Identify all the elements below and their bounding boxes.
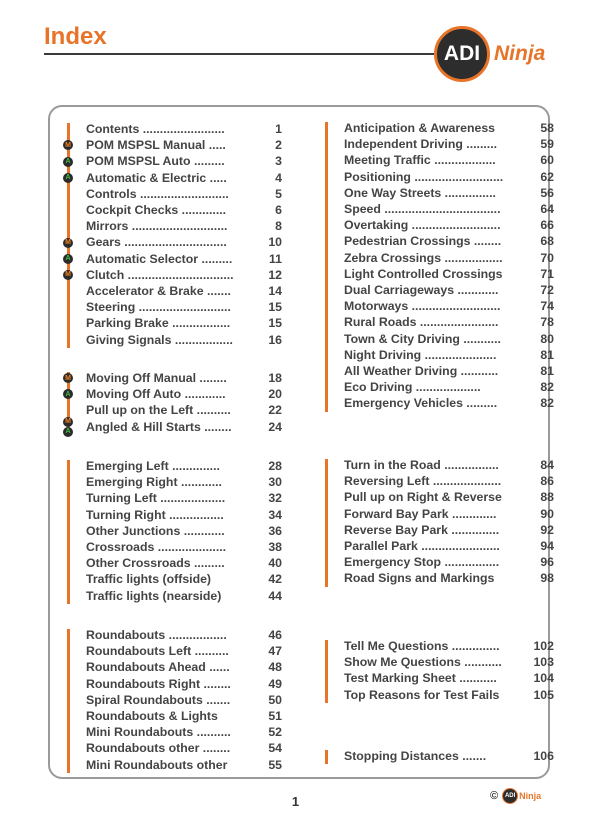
toc-entry-page: 16 [268,332,282,347]
toc-entry-label: Mirrors ............................ [86,219,228,234]
toc-entry[interactable] [344,538,554,554]
toc-entry[interactable] [344,687,554,703]
toc-entry-label: Accelerator & Brake ....... [86,284,231,299]
toc-entry-label: Overtaking .......................... [344,218,501,233]
toc-entry-label: Mini Roundabouts other [86,757,228,772]
toc-entry[interactable] [344,363,554,379]
toc-entry-label: Parallel Park ....................... [344,539,500,554]
toc-entry-page: 72 [540,283,554,298]
toc-entry-page: 30 [268,475,282,490]
toc-entry[interactable] [86,724,282,740]
toc-entry[interactable] [86,202,282,218]
toc-entry[interactable] [344,152,554,168]
toc-entry-page: 20 [268,387,282,402]
toc-entry-page: 46 [268,628,282,643]
toc-entry-page: 4 [275,170,282,185]
toc-entry[interactable] [86,267,282,283]
toc-entry-label: Rural Roads ....................... [344,315,499,330]
toc-entry-label: POM MSPSL Auto ......... [86,154,225,169]
toc-entry[interactable] [86,121,282,137]
toc-entry-label: Moving Off Manual ........ [86,371,227,386]
toc-entry-page: 88 [540,490,554,505]
manual-badge-icon: M [63,140,73,150]
toc-entry[interactable] [344,489,554,505]
copyright-symbol: © [490,790,499,802]
toc-entry[interactable] [344,379,554,395]
automatic-badge-icon: A [63,389,73,399]
toc-entry-label: Anticipation & Awareness [344,121,496,136]
manual-badge-icon: M [63,270,73,280]
mini-logo-circle: ADI [502,788,518,804]
toc-entry[interactable] [86,170,282,186]
toc-entry[interactable] [344,670,554,686]
toc-entry[interactable] [344,654,554,670]
toc-entry[interactable] [86,332,282,348]
toc-entry-label: Emerging Left .............. [86,459,220,474]
toc-entry-page: 54 [268,741,282,756]
toc-entry-page: 58 [540,121,554,136]
toc-entry-label: Spiral Roundabouts ....... [86,692,231,707]
toc-entry-label: Roundabouts Left .......... [86,644,229,659]
automatic-badge-icon: A [63,254,73,264]
toc-entry-page: 47 [268,644,282,659]
toc-entry[interactable] [86,588,282,604]
toc-entry-label: Gears .............................. [86,235,227,250]
toc-entry-label: Independent Driving ......... [344,137,498,152]
toc-entry-label: Traffic lights (offside) [86,572,212,587]
toc-entry[interactable] [86,676,282,692]
toc-entry-label: Pull up on the Left .......... [86,403,231,418]
toc-entry-label: POM MSPSL Manual ..... [86,138,226,153]
toc-entry-label: Meeting Traffic .................. [344,153,496,168]
toc-entry-page: 40 [268,556,282,571]
toc-entry-label: Automatic & Electric ..... [86,170,227,185]
toc-entry[interactable] [344,331,554,347]
right-group-1-bar [325,122,328,412]
right-group-4-bar [325,750,328,764]
toc-entry-label: Parking Brake ................. [86,316,231,331]
toc-entry-page: 1 [275,122,282,137]
toc-entry-page: 15 [268,316,282,331]
toc-entry-label: All Weather Driving ........... [344,364,499,379]
toc-entry-page: 3 [275,154,282,169]
toc-entry[interactable] [344,473,554,489]
toc-entry-label: Emerging Right ............ [86,475,222,490]
toc-entry-page: 49 [268,676,282,691]
copyright-mark [490,788,541,804]
toc-entry[interactable] [344,314,554,330]
toc-entry-page: 48 [268,660,282,675]
toc-entry[interactable] [344,250,554,266]
toc-entry-page: 32 [268,491,282,506]
toc-entry[interactable] [86,315,282,331]
toc-entry-page: 34 [268,507,282,522]
automatic-badge-icon: A [63,157,73,167]
toc-entry-page: 2 [275,138,282,153]
toc-entry-label: Other Junctions ............ [86,523,225,538]
toc-entry-label: Cockpit Checks ............. [86,203,227,218]
toc-entry-page: 14 [268,284,282,299]
toc-entry-page: 68 [540,234,554,249]
toc-entry-page: 60 [540,153,554,168]
toc-entry-page: 81 [540,347,554,362]
toc-entry-label: Emergency Vehicles ......... [344,396,498,411]
toc-entry-page: 18 [268,371,282,386]
page-number: 1 [291,794,300,809]
toc-entry[interactable] [86,153,282,169]
toc-entry-page: 55 [268,757,282,772]
toc-entry[interactable] [86,186,282,202]
toc-entry[interactable] [86,740,282,756]
toc-entry-page: 56 [540,185,554,200]
toc-entry-label: Dual Carriageways ............ [344,283,499,298]
toc-entry-label: Turning Left ................... [86,491,226,506]
toc-entry-page: 15 [268,300,282,315]
toc-entry-page: 59 [540,137,554,152]
toc-entry-label: Turning Right ................ [86,507,224,522]
toc-entry-page: 74 [540,299,554,314]
toc-entry[interactable] [344,554,554,570]
toc-entry[interactable] [344,282,554,298]
toc-entry-label: Pedestrian Crossings ........ [344,234,502,249]
toc-entry[interactable] [344,298,554,314]
toc-entry-page: 64 [540,202,554,217]
toc-entry-page: 44 [268,588,282,603]
toc-entry-page: 66 [540,218,554,233]
toc-entry[interactable] [86,386,282,402]
toc-entry[interactable] [344,522,554,538]
toc-entry-page: 81 [540,364,554,379]
logo-circle: ADI [434,26,490,82]
toc-entry-page: 8 [275,219,282,234]
page-title: Index [44,23,107,50]
toc-entry-label: Other Crossroads ......... [86,556,225,571]
adi-ninja-logo [434,26,545,82]
toc-entry[interactable] [86,137,282,153]
toc-entry[interactable] [86,507,282,523]
toc-entry-label: Clutch ............................... [86,267,234,282]
toc-entry-label: Roundabouts Ahead ...... [86,660,230,675]
toc-entry-label: Stopping Distances ....... [344,749,487,764]
toc-entry[interactable] [86,708,282,724]
toc-entry-label: Traffic lights (nearside) [86,588,222,603]
toc-entry[interactable] [86,757,282,773]
toc-entry-page: 82 [540,396,554,411]
toc-entry-page: 5 [275,186,282,201]
toc-entry-label: Eco Driving ................... [344,380,481,395]
toc-entry-label: Road Signs and Markings [344,571,495,586]
toc-entry-label: Contents ........................ [86,122,225,137]
toc-entry[interactable] [86,299,282,315]
manual-badge-icon: M [63,238,73,248]
toc-entry-label: Steering ........................... [86,300,231,315]
toc-entry-label: Roundabouts other ........ [86,741,231,756]
toc-entry[interactable] [86,370,282,386]
toc-entry-label: Emergency Stop ................ [344,555,500,570]
toc-entry-label: Zebra Crossings ................. [344,250,503,265]
toc-entry-label: Automatic Selector ......... [86,251,233,266]
toc-entry[interactable] [344,638,554,654]
toc-entry-label: Turn in the Road ................ [344,458,499,473]
toc-entry-page: 80 [540,331,554,346]
left-group-3-bar [67,460,70,604]
toc-entry-page: 51 [268,709,282,724]
toc-entry-label: Roundabouts & Lights [86,709,218,724]
toc-entry-page: 71 [540,266,554,281]
toc-entry[interactable] [86,419,282,435]
manual-badge-icon: M [63,373,73,383]
toc-entry[interactable] [86,539,282,555]
toc-entry-page: 6 [275,203,282,218]
toc-entry-page: 52 [268,725,282,740]
toc-entry[interactable] [86,234,282,250]
toc-entry[interactable] [344,185,554,201]
right-group-3-bar [325,640,328,703]
toc-entry-page: 103 [533,655,554,670]
toc-entry-label: Pull up on Right & Reverse [344,490,502,505]
toc-entry-page: 36 [268,523,282,538]
toc-entry-label: Top Reasons for Test Fails [344,687,500,702]
toc-entry[interactable] [344,347,554,363]
toc-entry[interactable] [86,555,282,571]
toc-entry[interactable] [344,217,554,233]
toc-entry-label: Tell Me Questions .............. [344,639,500,654]
automatic-badge-icon: A [63,427,73,437]
toc-entry-page: 38 [268,540,282,555]
toc-entry-page: 90 [540,506,554,521]
toc-entry[interactable] [344,457,554,473]
toc-entry-page: 106 [533,749,554,764]
toc-entry-label: Reverse Bay Park .............. [344,522,500,537]
toc-entry-page: 10 [268,235,282,250]
automatic-badge-icon: A [63,173,73,183]
toc-entry[interactable] [86,218,282,234]
toc-entry-label: Test Marking Sheet ........... [344,671,497,686]
toc-entry-label: Positioning .......................... [344,169,504,184]
toc-entry-page: 98 [540,571,554,586]
toc-entry-page: 92 [540,522,554,537]
toc-entry-label: Speed .................................. [344,202,501,217]
toc-entry[interactable] [86,659,282,675]
mini-logo-word: Ninja [519,791,542,801]
toc-entry[interactable] [86,523,282,539]
toc-entry[interactable] [86,692,282,708]
toc-entry[interactable] [344,570,554,586]
toc-entry-page: 50 [268,692,282,707]
toc-entry[interactable] [86,402,282,418]
toc-entry-page: 22 [268,403,282,418]
toc-entry-label: Mini Roundabouts .......... [86,725,231,740]
toc-entry[interactable] [86,474,282,490]
toc-entry-label: Motorways .......................... [344,299,501,314]
toc-entry-page: 24 [268,419,282,434]
toc-entry-page: 82 [540,380,554,395]
toc-entry[interactable] [344,201,554,217]
toc-entry-label: One Way Streets ............... [344,185,496,200]
toc-entry-page: 62 [540,169,554,184]
toc-entry-label: Reversing Left .................... [344,474,502,489]
toc-entry-label: Forward Bay Park ............. [344,506,497,521]
manual-badge-icon: M [63,417,73,427]
toc-entry[interactable] [344,136,554,152]
toc-entry-label: Roundabouts Right ........ [86,676,231,691]
toc-entry[interactable] [86,627,282,643]
toc-entry-label: Controls .......................... [86,186,229,201]
toc-entry-page: 70 [540,250,554,265]
toc-entry[interactable] [344,506,554,522]
toc-entry-page: 102 [533,639,554,654]
toc-entry[interactable] [344,395,554,411]
toc-entry[interactable] [86,458,282,474]
toc-entry-label: Night Driving ..................... [344,347,497,362]
logo-word: Ninja [494,42,546,65]
toc-entry-label: Show Me Questions ........... [344,655,502,670]
toc-entry-page: 78 [540,315,554,330]
toc-entry-page: 96 [540,555,554,570]
toc-entry[interactable] [86,490,282,506]
toc-entry-label: Angled & Hill Starts ........ [86,419,232,434]
toc-entry-label: Roundabouts ................. [86,628,227,643]
toc-entry[interactable] [86,251,282,267]
toc-entry-page: 86 [540,474,554,489]
left-group-4-bar [67,629,70,773]
toc-entry[interactable] [344,169,554,185]
toc-entry-page: 94 [540,539,554,554]
toc-entry-page: 84 [540,458,554,473]
toc-entry[interactable] [86,571,282,587]
toc-entry-label: Town & City Driving ........... [344,331,501,346]
toc-entry-label: Moving Off Auto ............ [86,387,226,402]
title-underline [44,53,442,55]
toc-entry-label: Giving Signals ................. [86,332,233,347]
toc-entry-page: 42 [268,572,282,587]
toc-entry-page: 28 [268,459,282,474]
toc-entry[interactable] [86,643,282,659]
right-group-2-bar [325,459,328,587]
toc-entry[interactable] [344,266,554,282]
toc-entry[interactable] [344,233,554,249]
toc-entry-page: 11 [269,251,282,266]
toc-entry[interactable] [344,748,554,764]
toc-entry-page: 104 [533,671,554,686]
toc-entry[interactable] [344,120,554,136]
toc-entry-label: Crossroads .................... [86,540,227,555]
toc-entry-label: Light Controlled Crossings [344,266,503,281]
toc-entry-page: 105 [533,687,554,702]
toc-entry-page: 12 [268,267,282,282]
toc-entry[interactable] [86,283,282,299]
